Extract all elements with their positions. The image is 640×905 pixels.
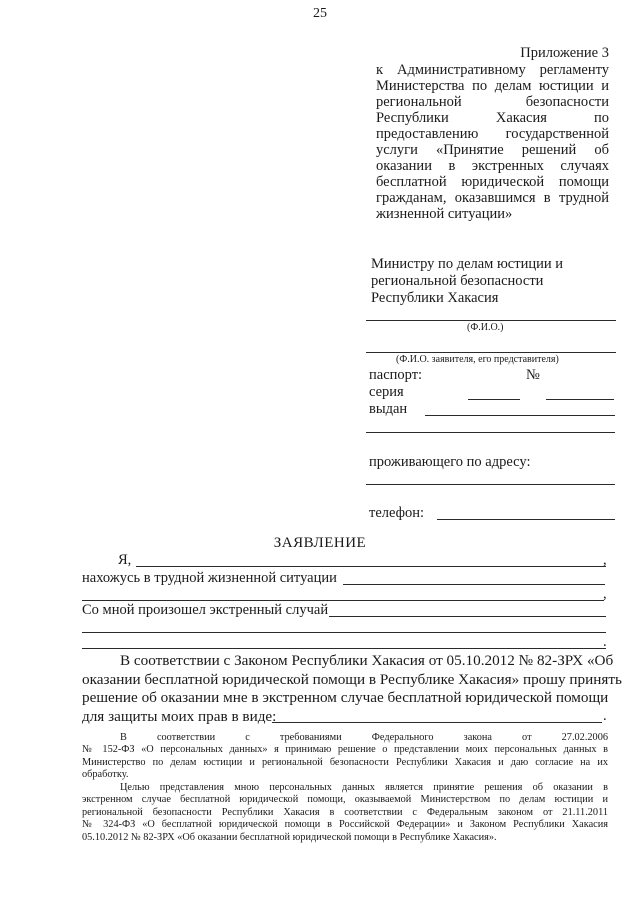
situation-text: нахожусь в трудной жизненной ситуации bbox=[82, 570, 337, 586]
emergency-field-2[interactable] bbox=[82, 632, 606, 633]
main-line-4: для защиты моих прав в виде: bbox=[82, 707, 277, 725]
purpose-paragraph bbox=[82, 782, 608, 844]
fio-line[interactable] bbox=[366, 320, 616, 321]
passport-label: паспорт: bbox=[369, 367, 423, 383]
appendix-line-8: бесплатной юридической помощи bbox=[376, 174, 609, 190]
comma-1: , bbox=[603, 552, 607, 568]
applicant-caption: (Ф.И.О. заявителя, его представителя) bbox=[396, 354, 559, 365]
purpose-line-5: 05.10.2012 № 82-ЗРХ «Об оказании бесплатной юридической помощи в Республике Хакасия». bbox=[82, 831, 497, 843]
address-label: проживающего по адресу: bbox=[369, 454, 531, 470]
appendix-line-2: Министерства по делам юстиции и bbox=[376, 78, 609, 94]
main-line-2: оказании бесплатной юридической помощи в Республике Хакасия» прошу принять bbox=[82, 670, 622, 688]
emergency-field[interactable] bbox=[329, 616, 606, 617]
issued-field[interactable] bbox=[425, 415, 615, 416]
addressee-line-2: региональной безопасности bbox=[371, 273, 544, 289]
appendix-heading: Приложение 3 bbox=[520, 45, 609, 61]
appendix-line-1: к Административному регламенту bbox=[376, 62, 609, 78]
purpose-line-3: региональной безопасности Республики Хакасия в соответствии с Федеральным законом от 21.11.2011 bbox=[82, 806, 608, 818]
appendix-line-5: предоставлению государственной bbox=[376, 126, 609, 142]
period-2: . bbox=[603, 708, 607, 724]
appendix-line-4: Республики Хакасия по bbox=[376, 110, 609, 126]
applicant-line[interactable] bbox=[366, 352, 616, 353]
emergency-field-3[interactable] bbox=[82, 648, 606, 649]
appendix-line-3: региональной безопасности bbox=[376, 94, 609, 110]
series-label: серия bbox=[369, 384, 404, 400]
series-field[interactable] bbox=[468, 399, 520, 400]
page-number: 25 bbox=[313, 6, 327, 21]
consent-line-2: № 152-ФЗ «О персональных данных» я принимаю решение о представлении моих персональных данных в bbox=[82, 744, 608, 756]
phone-label: телефон: bbox=[369, 505, 425, 521]
comma-2: , bbox=[603, 586, 607, 602]
period-1: . bbox=[603, 634, 607, 650]
consent-line-4: обработку. bbox=[82, 769, 129, 781]
number-field[interactable] bbox=[546, 399, 614, 400]
number-sign: № bbox=[526, 367, 540, 383]
name-field[interactable] bbox=[136, 566, 606, 567]
purpose-line-1: Целью представления мною персональных данных является принятие решения об оказании в bbox=[120, 782, 608, 793]
emergency-text: Со мной произошел экстренный случай bbox=[82, 602, 329, 618]
i-label: Я, bbox=[118, 552, 132, 568]
address-field[interactable] bbox=[366, 484, 615, 485]
phone-field[interactable] bbox=[437, 519, 615, 520]
main-paragraph bbox=[82, 652, 622, 726]
appendix-line-10: жизненной ситуации» bbox=[376, 206, 513, 222]
consent-line-1: В соответствии с требованиями Федерального закона от 27.02.2006 bbox=[120, 732, 608, 743]
fio-caption: (Ф.И.О.) bbox=[467, 322, 504, 333]
main-line-3: решение об оказании мне в экстренном случае бесплатной юридической помощи bbox=[82, 689, 609, 706]
situation-field[interactable] bbox=[343, 584, 605, 585]
issued-label: выдан bbox=[369, 401, 408, 417]
appendix-line-9: гражданам, оказавшимся в трудной bbox=[376, 190, 609, 206]
situation-field-2[interactable] bbox=[82, 600, 604, 601]
purpose-line-4: № 324-ФЗ «О бесплатной юридической помощи в Российской Федерации» и Законом Республики Хакасия bbox=[82, 819, 608, 831]
addressee-line-3: Республики Хакасия bbox=[371, 290, 499, 306]
appendix-line-6: услуги «Принятие решений об bbox=[376, 142, 609, 158]
issued-field-2[interactable] bbox=[366, 432, 615, 433]
consent-line-3: Министерство по делам юстиции и региональной безопасности Республики Хакасия и даю согласие на их bbox=[82, 756, 608, 768]
addressee-line-1: Министру по делам юстиции и bbox=[371, 256, 564, 272]
statement-title: ЗАЯВЛЕНИЕ bbox=[273, 535, 367, 551]
purpose-line-2: экстренном случае бесплатной юридической помощи, оказываемой Министерством по делам юстиции и bbox=[82, 794, 608, 806]
help-type-field[interactable] bbox=[272, 722, 602, 723]
main-line-1: В соответствии с Законом Республики Хакасия от 05.10.2012 № 82-ЗРХ «Об bbox=[120, 652, 614, 669]
consent-paragraph bbox=[82, 732, 608, 782]
appendix-line-7: оказании в экстренных случаях bbox=[376, 158, 609, 174]
